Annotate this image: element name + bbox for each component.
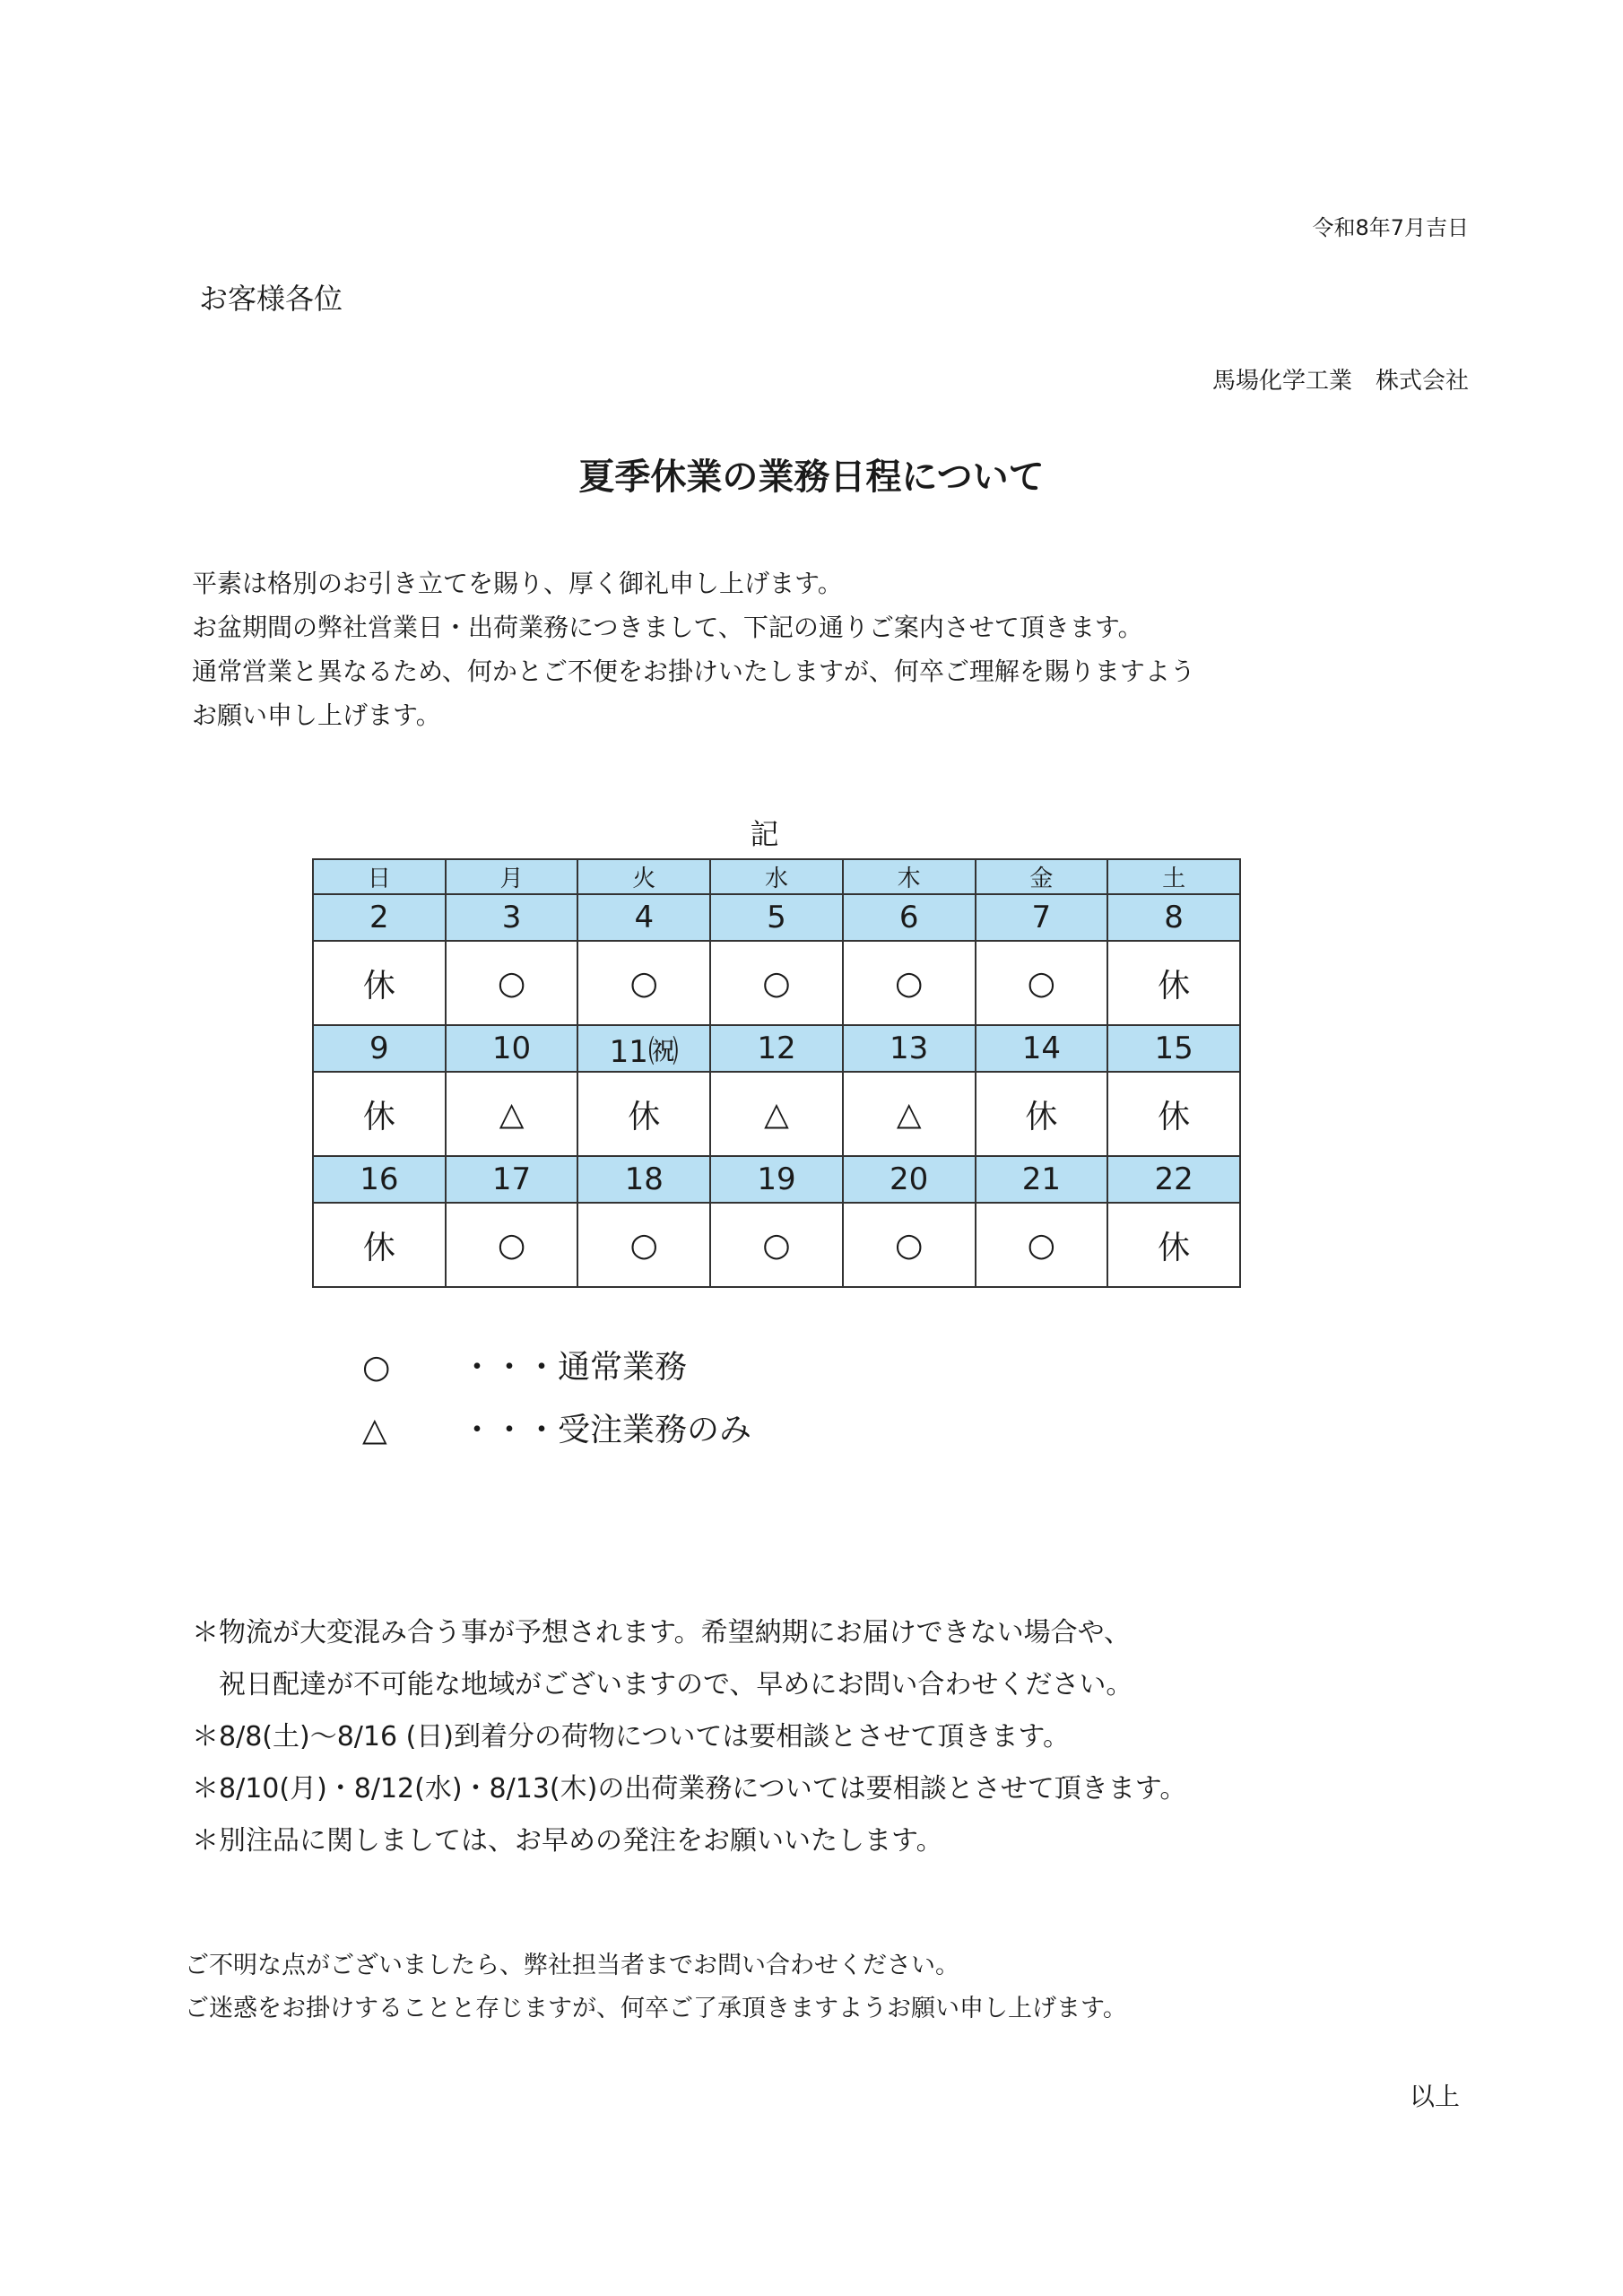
date-cell: 10 [446, 1025, 578, 1072]
date-cell: 22 [1107, 1156, 1240, 1203]
date-cell: 19 [710, 1156, 843, 1203]
weekday-cell: 日 [313, 859, 446, 894]
date-cell: 4 [577, 894, 710, 941]
intro-paragraph [192, 561, 1195, 737]
legend-symbol: △ [362, 1412, 387, 1448]
date-cell: 13 [843, 1025, 976, 1072]
status-row [313, 941, 1240, 1025]
status-cell: △ [446, 1072, 578, 1156]
closing-paragraph [185, 1944, 1127, 2031]
note-line: ＊8/8(土)～8/16 (日)到着分の荷物については要相談とさせて頂きます。 [192, 1721, 1071, 1752]
note-line: ＊物流が大変混み合う事が予想されます。希望納期にお届けできない場合や、 [192, 1617, 1131, 1648]
weekday-cell: 金 [976, 859, 1108, 894]
date-cell: 9 [313, 1025, 446, 1072]
date-cell: 11㈷ [577, 1025, 710, 1072]
legend-text: ・・・通常業務 [461, 1349, 688, 1386]
status-row [313, 1072, 1240, 1156]
date-cell: 2 [313, 894, 446, 941]
legend-text: ・・・受注業務のみ [461, 1412, 752, 1448]
status-cell: ○ [976, 1203, 1108, 1287]
status-cell: △ [710, 1072, 843, 1156]
legend-item-normal [362, 1342, 687, 1387]
status-cell: 休 [1107, 1203, 1240, 1287]
date-row [313, 1025, 1240, 1072]
ki-heading: 記 [750, 817, 779, 851]
status-cell: △ [843, 1072, 976, 1156]
status-row [313, 1203, 1240, 1287]
weekday-cell: 木 [843, 859, 976, 894]
date-row [313, 894, 1240, 941]
date-cell: 18 [577, 1156, 710, 1203]
date-cell: 8 [1107, 894, 1240, 941]
note-line: ＊8/10(月)・8/12(水)・8/13(木)の出荷業務については要相談とさせて頂きます。 [192, 1773, 1187, 1805]
status-cell: ○ [976, 941, 1108, 1025]
weekday-header-row [313, 859, 1240, 894]
date-cell: 21 [976, 1156, 1108, 1203]
addressee: お客様各位 [199, 282, 343, 316]
date-cell: 3 [446, 894, 578, 941]
status-cell: ○ [577, 941, 710, 1025]
weekday-cell: 月 [446, 859, 578, 894]
date-cell: 15 [1107, 1025, 1240, 1072]
intro-line: 平素は格別のお引き立てを賜り、厚く御礼申し上げます。 [192, 569, 843, 598]
document-title: 夏季休業の業務日程について [578, 457, 1045, 498]
date-cell: 6 [843, 894, 976, 941]
date-cell: 14 [976, 1025, 1108, 1072]
status-cell: 休 [313, 1072, 446, 1156]
status-cell: ○ [710, 1203, 843, 1287]
date-cell: 20 [843, 1156, 976, 1203]
date-cell: 16 [313, 1156, 446, 1203]
intro-line: 通常営業と異なるため、何かとご不便をお掛けいたしますが、何卒ご理解を賜りますよう [192, 657, 1195, 686]
status-cell: ○ [710, 941, 843, 1025]
weekday-cell: 火 [577, 859, 710, 894]
intro-line: お願い申し上げます。 [192, 700, 441, 730]
status-cell: 休 [313, 1203, 446, 1287]
date-row [313, 1156, 1240, 1203]
status-cell: 休 [313, 941, 446, 1025]
weekday-cell: 土 [1107, 859, 1240, 894]
closing-line: ご迷惑をお掛けすることと存じますが、何卒ご了承頂きますようお願い申し上げます。 [185, 1995, 1127, 2022]
status-cell: 休 [1107, 1072, 1240, 1156]
date-cell: 7 [976, 894, 1108, 941]
note-line: ＊別注品に関しましては、お早めの発注をお願いいたします。 [192, 1825, 943, 1857]
date-cell: 17 [446, 1156, 578, 1203]
legend-item-orders-only [362, 1405, 751, 1450]
status-cell: 休 [1107, 941, 1240, 1025]
weekday-cell: 水 [710, 859, 843, 894]
status-cell: ○ [446, 941, 578, 1025]
date-cell: 12 [710, 1025, 843, 1072]
status-cell: ○ [843, 1203, 976, 1287]
document-date: 令和8年7月吉日 [1312, 215, 1469, 240]
notes-list [192, 1607, 1186, 1867]
note-line: 祝日配達が不可能な地域がございますので、早めにお問い合わせください。 [192, 1669, 1133, 1700]
status-cell: 休 [976, 1072, 1108, 1156]
closing-mark: 以上 [1409, 2082, 1460, 2111]
status-cell: ○ [446, 1203, 578, 1287]
status-cell: ○ [577, 1203, 710, 1287]
date-cell: 5 [710, 894, 843, 941]
schedule-calendar [312, 858, 1241, 1288]
closing-line: ご不明な点がございましたら、弊社担当者までお問い合わせください。 [185, 1952, 959, 1979]
status-cell: ○ [843, 941, 976, 1025]
intro-line: お盆期間の弊社営業日・出荷業務につきまして、下記の通りご案内させて頂きます。 [192, 613, 1143, 642]
status-cell: 休 [577, 1072, 710, 1156]
sender-company: 馬場化学工業 株式会社 [1211, 368, 1469, 395]
legend-symbol: ○ [362, 1349, 391, 1386]
